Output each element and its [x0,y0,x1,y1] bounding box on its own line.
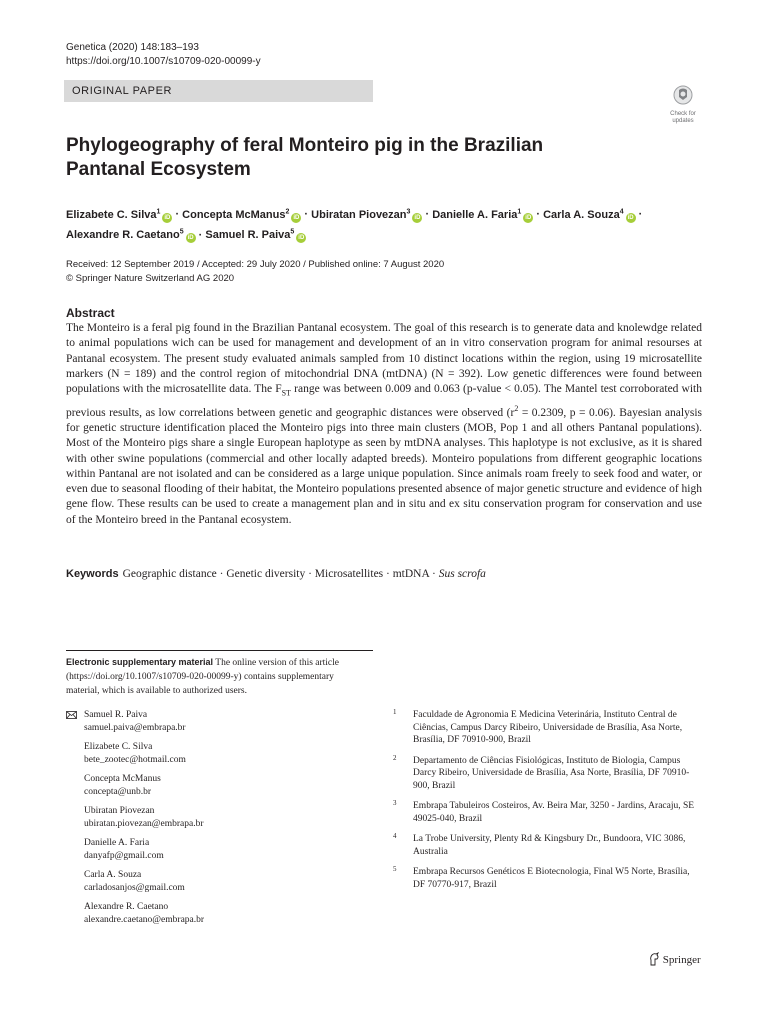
journal-citation: Genetica (2020) 148:183–193 [66,42,199,53]
esm-link[interactable]: https://doi.org/10.1007/s10709-020-00099-y [69,672,239,682]
contact-entry [66,901,366,926]
affiliation-number: 2 [393,753,397,762]
doi-link[interactable]: https://doi.org/10.1007/s10709-020-00099-y [66,56,261,67]
orcid-icon[interactable]: iD [627,214,634,221]
affiliations [393,709,703,899]
affiliation-number: 3 [393,799,397,807]
publication-history: Received: 12 September 2019 / Accepted: 29 July 2020 / Published online: 7 August 2020 [66,259,445,270]
author[interactable]: Ubiratan Piovezan$^3$iD [311,208,421,221]
publisher-footer [648,952,701,967]
orcid-icon[interactable]: iD [525,214,532,221]
contact-entry [66,709,366,734]
abstract-body: The Monteiro is a feral pig found in the Brazilian Pantanal ecosystem. The goal of this research is to generate data and knolewdge related to animal populations wich can be used for management and development of an in vitro conservation program for animal resourses at Pantanal ecosystem. The present study evaluated animals sampled from 10 distinct locations within the region, using 19 microsatellite markers (N = 189) and the control region of mitochondrial DNA (mtDNA) (N = 392). Low genetic differences were found between populations with the microsatellite data. The $F_{ST}$ range was between 0.009 and 0.063 (p-value < 0.05). The Mantel test corroborated with previous results, as low correlations between genetic and geographic distances were observed ($r^2 = 0.2309$, p = 0.06). Bayesian analysis for genetic structure identification placed the Monteiro pigs into three main clusters (MOB, Pop 1 and all others Pantanal populations). Most of the Monteiro pigs share a single European haplotype as seen by mtDNA analyses. This haplotype is not exclusive, as it is shared with other swine populations (commercial and other locally adapted breeds). Monteiro populations from different geographic locations within Pantanal are not isolated and can be considered as a large unique population. Since animals roam freely to seek food and water, or even due to seasonal flooding of their habitat, the Monteiro populations presented absence of major genetic structure and evidence of high gene flow. These results can be used to create a management plan and in situ and ex situ conservation program for conservation and use of the Monteiro breed in the Pantanal ecosystem. [66,322,703,526]
esm-label: Electronic supplementary material [66,657,214,667]
contact-email[interactable]: concepta@unb.br [84,786,152,797]
affiliation-number: 4 [393,832,397,840]
affiliation-text: La Trobe University, Plenty Rd & Kingsbury Dr., Bundoora, VIC 3086, Australia [413,834,686,857]
affiliation-entry [393,800,703,825]
contact-email[interactable]: danyafp@gmail.com [84,850,164,861]
affiliation-text: Embrapa Recursos Genéticos E Biotecnologia, Final W5 Norte, Brasília, DF 70770-917, Brazil [413,867,690,890]
affiliation-text: Embrapa Tabuleiros Costeiros, Av. Beira Mar, 3250 - Jardins, Aracaju, SE 49025-040, Brazil [413,801,695,824]
keyword-species: Sus scrofa [438,568,486,580]
contact-email[interactable]: ubiratan.piovezan@embrapa.br [84,818,204,829]
author-list: Elizabete C. Silva$^1$iD · Concepta McManus$^2$iD · Ubiratan Piovezan$^3$iD · Danielle A. Faria$^1$iD · Carla A. Souza$^4$iD · Alexandre R. Caetano$^5$iD · Samuel R. Paiva$^5$iD [66,208,643,242]
author[interactable]: Elizabete C. Silva$^1$iD [66,208,171,221]
springer-horse-icon [648,952,660,966]
check-for-updates-badge[interactable] [663,85,703,123]
paper-type-bar: ORIGINAL PAPER [64,80,373,102]
contact-name: Alexandre R. Caetano [84,902,169,912]
affiliation-number: 5 [393,865,397,873]
affiliation-number: 1 [393,708,397,716]
author[interactable]: Concepta McManus$^2$iD [182,208,300,221]
contact-entry [66,805,366,830]
author[interactable]: Samuel R. Paiva$^5$iD [205,228,305,242]
journal-header [66,41,261,69]
orcid-icon[interactable]: iD [414,214,421,221]
affiliation-entry [393,833,703,858]
supplementary-material-note: Electronic supplementary material The online version of this article (https://doi.org/10.1007/s10709-020-00099-y) contains supplementary material, which is available to authorized users. [66,657,340,696]
contact-name: Carla A. Souza [84,870,142,880]
contact-name: Concepta McManus [84,774,161,784]
affiliation-entry [393,755,703,793]
keywords-label: Keywords [66,568,119,580]
contact-entry [66,837,366,862]
publisher-name: Springer [662,954,701,966]
author[interactable]: Danielle A. Faria$^1$iD [432,208,532,221]
keywords [66,567,706,582]
author-contacts [66,709,366,933]
affiliation-text: Faculdade de Agronomia E Medicina Veterinária, Instituto Central de Ciências, Campus Darcy Ribeiro, Universidade de Brasília, Asa Norte, Brasília, DF 70910-900, Brazil [413,710,683,745]
abstract-heading: Abstract [66,306,115,320]
contact-email[interactable]: alexandre.caetano@embrapa.br [84,914,205,925]
orcid-icon[interactable]: iD [164,214,171,221]
affiliation-entry [393,709,703,747]
check-updates-label: Check for updates [670,111,696,124]
mail-icon [66,711,77,719]
contact-email[interactable]: samuel.paiva@embrapa.br [84,722,186,733]
copyright-line: © Springer Nature Switzerland AG 2020 [66,273,235,284]
author[interactable]: Alexandre R. Caetano$^5$iD [66,228,194,242]
contact-email[interactable]: bete_zootec@hotmail.com [84,754,186,765]
contact-name: Elizabete C. Silva [84,742,153,752]
contact-entry [66,773,366,798]
keywords-list: Geographic distance · Genetic diversity · Microsatellites · mtDNA · [122,568,439,580]
contact-entry [66,741,366,766]
author[interactable]: Carla A. Souza$^4$iD [543,208,634,221]
affiliation-entry [393,866,703,891]
footnote-divider [66,650,373,651]
paper-title: Phylogeography of feral Monteiro pig in the Brazilian Pantanal Ecosystem [66,135,544,180]
orcid-icon[interactable]: iD [298,235,305,242]
contact-name: Danielle A. Faria [84,838,150,848]
contact-name: Ubiratan Piovezan [84,806,155,816]
orcid-icon[interactable]: iD [187,235,194,242]
contact-entry [66,869,366,894]
orcid-icon[interactable]: iD [293,214,300,221]
publication-dates [66,258,444,286]
contact-name: Samuel R. Paiva [84,710,148,720]
check-updates-icon [673,85,693,105]
contact-email[interactable]: carladosanjos@gmail.com [84,882,185,893]
affiliation-text: Departamento de Ciências Fisiológicas, Instituto de Biologia, Campus Darcy Ribeiro, Universidade de Brasília, Asa Norte, Brasília, DF 70910-900, Brazil [413,755,690,791]
